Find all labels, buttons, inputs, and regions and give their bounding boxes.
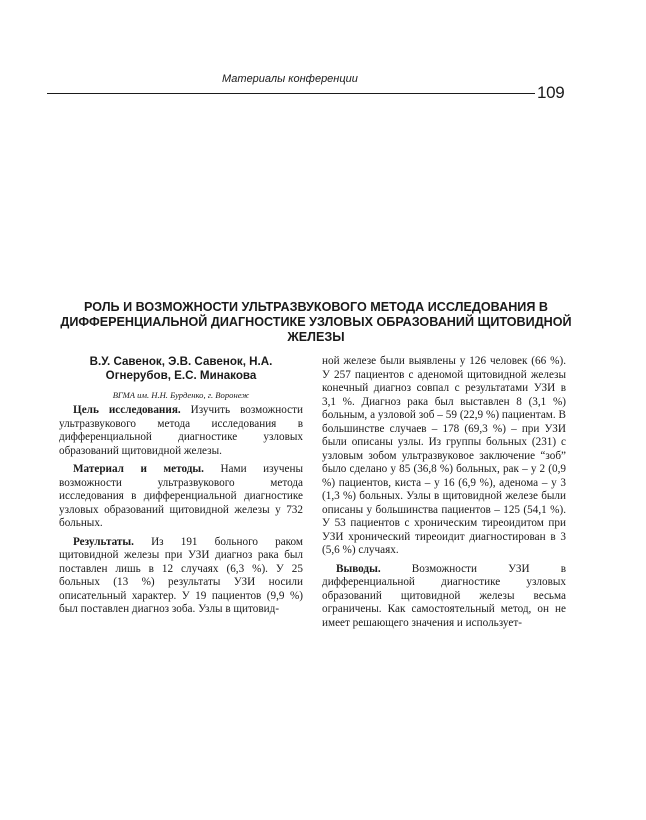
authors: В.У. Савенок, Э.В. Савенок, Н.А. Огнерубов, Е.С. Минакова bbox=[89, 355, 273, 382]
results-continued-paragraph: ной железе были выявлены у 126 человек (66 %). У 257 пациентов с аденомой щитовидной железы конечный диагноз совпал с результатами УЗИ в 3,1 %. Диагноз рака был выставлен 8 (3,1 %) больным, а узловой зоб – 59 (22,9 %) пациентам. В большинстве случаев – 178 (69,3 %) – при УЗИ были описаны узлы. Из группы больных (231) с узловым зобом ультразвуковое заключение “зоб” было сделано у 85 (36,8 %) больных, рак – у 2 (0,9 %) пациентов, киста – у 16 (6,9 %), аденома – у 3 (1,3 %) больных. Узлы в щитовидной железе были описаны у большинства пациентов – 125 (54,1 %). У 53 пациентов с хроническим тиреоидитом при УЗИ хронический тиреоидит диагностирован в 3 (5,6 %) случаях. bbox=[322, 355, 566, 556]
aim-heading: Цель исследования. bbox=[73, 404, 181, 416]
methods-paragraph bbox=[59, 463, 303, 531]
header-rule bbox=[47, 93, 535, 94]
page-number: 109 bbox=[537, 83, 565, 102]
left-column bbox=[59, 355, 303, 622]
aim-paragraph bbox=[59, 404, 303, 458]
conclusions-paragraph bbox=[322, 563, 566, 631]
affiliation: ВГМА им. Н.Н. Бурденко, г. Воронеж bbox=[112, 390, 250, 400]
results-text: Из 191 больного раком щитовидной железы при УЗИ диагноз рака был поставлен лишь в 12 случаях (6,3 %). У 25 больных (13 %) результаты УЗИ носили описательный характер. У 19 пациентов (9,9 %) был поставлен диагноз зоба. Узлы в щитовид- bbox=[59, 535, 303, 615]
conclusions-heading: Выводы. bbox=[336, 562, 381, 575]
methods-text: Нами изучены возможности ультразвукового метода исследования в дифференциальной диагностике узловых образований щитовидной железы у 732 больных. bbox=[59, 463, 303, 529]
running-head: Материалы конференции bbox=[222, 73, 358, 85]
article-title: РОЛЬ И ВОЗМОЖНОСТИ УЛЬТРАЗВУКОВОГО МЕТОДА ИССЛЕДОВАНИЯ В ДИФФЕРЕНЦИАЛЬНОЙ ДИАГНОСТИКЕ УЗЛОВЫХ ОБРАЗОВАНИЙ ЩИТОВИДНОЙ ЖЕЛЕЗЫ bbox=[60, 300, 572, 344]
conclusions-text: Возможности УЗИ в дифференциальной диагностике узловых образований щитовидной железы весьма ограничены. Как самостоятельный метод, он не имеет решающего значения и использует- bbox=[322, 562, 566, 629]
aim-text: Изучить возможности ультразвукового метода исследования в дифференциальной диагностике узловых образований щитовидной железы. bbox=[59, 404, 303, 457]
results-paragraph bbox=[59, 536, 303, 617]
right-column bbox=[322, 355, 566, 635]
methods-heading: Материал и методы. bbox=[73, 463, 204, 475]
results-heading: Результаты. bbox=[73, 535, 134, 548]
